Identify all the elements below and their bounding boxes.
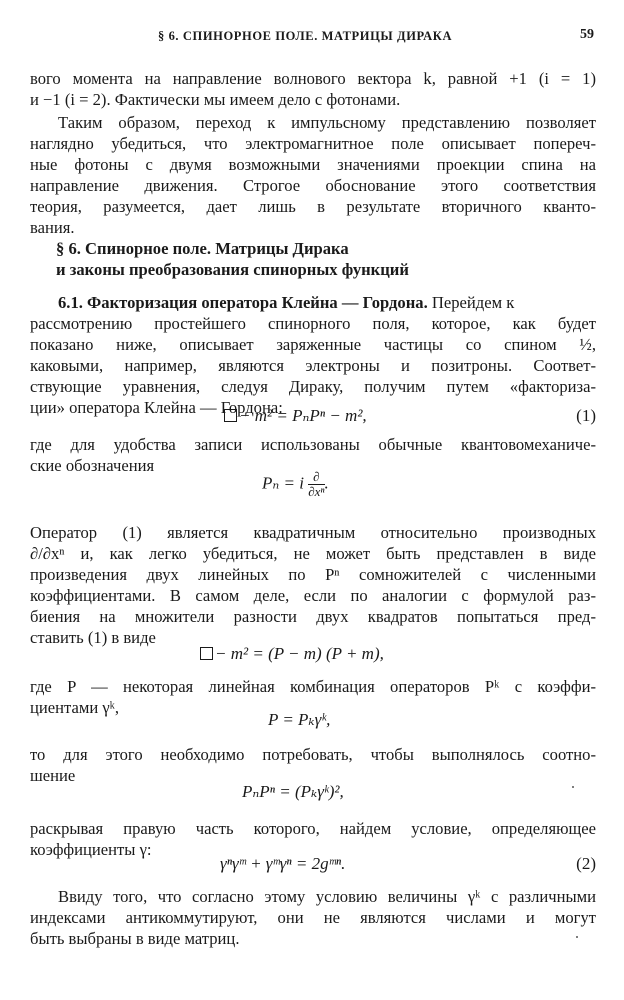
equation-1 xyxy=(224,406,367,426)
text-line: рассмотрению простейшего спинорного поля, которое, как будет xyxy=(30,314,596,333)
equation-lhs: Pₙ = i xyxy=(262,473,304,493)
text-line: Оператор (1) является квадратичным относительно производных xyxy=(30,523,596,542)
text-line: индексами антикоммутируют, они не являются числами и могут xyxy=(30,908,596,927)
text-line xyxy=(30,292,596,313)
text-fragment: Перейдем к xyxy=(431,293,515,312)
text-line: вания. xyxy=(30,218,75,237)
text-line: произведения двух линейных по Pⁿ сомножителей с численными xyxy=(30,565,596,584)
text-line: ные фотоны с двумя возможными значениями проекции спина на xyxy=(30,155,596,174)
paragraph xyxy=(30,522,596,648)
text-line: каковыми, например, являются электроны и позитроны. Соответ- xyxy=(30,356,596,375)
text-line: коэффициенты γ: xyxy=(30,840,152,859)
text-line: ∂/∂xⁿ и, как легко убедиться, не может быть представлен в виде xyxy=(30,544,596,563)
subsection-heading: 6.1. Факторизация оператора Клейна — Гордона. xyxy=(58,293,428,312)
equation-number: (2) xyxy=(576,854,596,873)
equation-text: P = Pₖγᵏ, xyxy=(268,710,331,729)
text-line: циентами γᵏ, xyxy=(30,698,120,717)
text-line: коэффициентами. В самом деле, если по аналогии с формулой раз- xyxy=(30,586,596,605)
running-header-title: § 6. СПИНОРНОЕ ПОЛЕ. МАТРИЦЫ ДИРАКА xyxy=(158,29,453,43)
print-speck xyxy=(576,936,578,938)
dalembertian-box-symbol xyxy=(200,647,213,660)
section-heading xyxy=(56,238,409,280)
subsection-paragraph xyxy=(30,292,596,418)
paragraph-summary xyxy=(30,112,596,238)
equation-linear-combination xyxy=(268,710,330,730)
text-line: где для удобства записи использованы обычные квантовомеханиче- xyxy=(30,435,596,454)
text-line: ции» оператора Клейна — Гордона: xyxy=(30,398,283,417)
text-line: ские обозначения xyxy=(30,456,155,475)
text-line: Таким образом, переход к импульсному представлению позволяет xyxy=(58,113,596,132)
text-line: раскрывая правую часть которого, найдем условие, определяющее xyxy=(30,819,596,838)
text-line: где P — некоторая линейная комбинация операторов Pᵏ с коэффи- xyxy=(30,677,596,696)
text-line: быть выбраны в виде матриц. xyxy=(30,929,240,948)
print-speck xyxy=(572,786,574,788)
section-heading-line: и законы преобразования спинорных функций xyxy=(56,260,409,279)
text-line: вого момента на направление волнового вектора k, равной +1 (i = 1) xyxy=(30,69,596,88)
equation-text: γⁿγᵐ + γᵐγⁿ = 2gᵐⁿ. xyxy=(220,854,346,873)
equation-tail: . xyxy=(324,473,329,493)
equation-text: − m² = (P − m) (P + m), xyxy=(215,644,384,663)
equation-text: PₙPⁿ = (Pₖγᵏ)², xyxy=(242,782,344,801)
equation-factorization xyxy=(200,644,384,664)
text-line: Ввиду того, что согласно этому условию величины γᵏ с различными xyxy=(58,887,596,906)
text-line: направление движения. Строгое обоснование этого соответствия xyxy=(30,176,596,195)
page-number: 59 xyxy=(580,27,594,42)
paragraph xyxy=(30,744,596,786)
text-line: биения на множители разности двух квадратов попытаться пред- xyxy=(30,607,596,626)
text-line: ствующие уравнения, следуя Дираку, получим путем «факториза- xyxy=(30,377,596,396)
text-line: ставить (1) в виде xyxy=(30,628,156,647)
text-line: и −1 (i = 2). Фактически мы имеем дело с фотонами. xyxy=(30,90,401,109)
paragraph xyxy=(30,886,596,949)
running-header xyxy=(30,27,596,47)
text-line: шение xyxy=(30,766,76,785)
text-line: показано ниже, описывает заряженные частицы со спином ½, xyxy=(30,335,596,354)
partial-derivative-fraction xyxy=(308,470,324,499)
equation-number: (1) xyxy=(576,406,596,425)
equation-text: − m² = PₙPⁿ − m², xyxy=(239,406,367,425)
paragraph-continuation xyxy=(30,68,596,110)
text-line: наглядно убедиться, что электромагнитное поле описывает попереч- xyxy=(30,134,596,153)
equation-2 xyxy=(220,854,345,874)
section-heading-line: § 6. Спинорное поле. Матрицы Дирака xyxy=(56,239,349,258)
dalembertian-box-symbol xyxy=(224,409,237,422)
fraction-denominator: ∂xⁿ xyxy=(308,484,325,499)
text-line: то для этого необходимо потребовать, чтобы выполнялось соотно- xyxy=(30,745,596,764)
equation-square xyxy=(242,782,344,802)
text-line: теория, разумеется, дает лишь в результате вторичного кванто- xyxy=(30,197,596,216)
fraction-numerator: ∂ xyxy=(308,470,324,485)
equation-momentum-operator xyxy=(262,470,329,499)
